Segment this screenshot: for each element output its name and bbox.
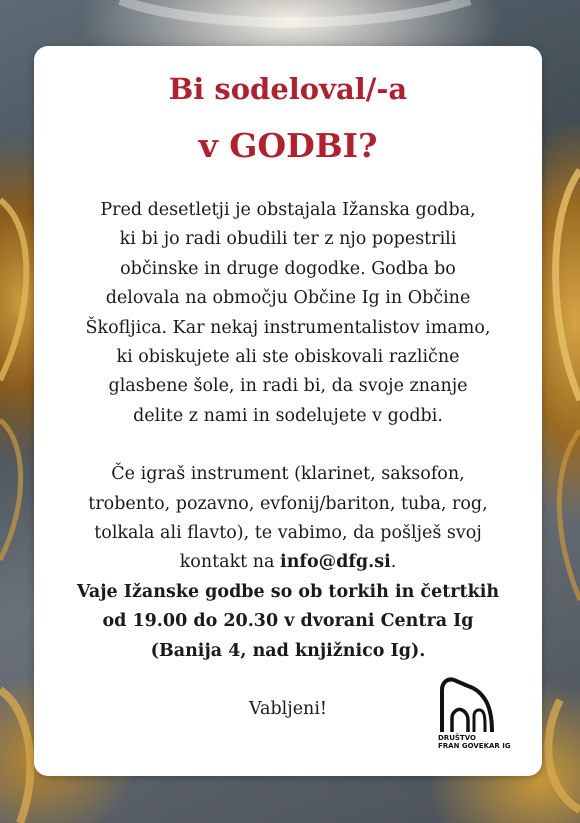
paragraph-line: trobento, pozavno, evfonij/bariton, tuba, rog, — [88, 493, 488, 514]
paragraph-line: Pred desetletji je obstajala Ižanska godba, — [100, 200, 476, 220]
rehearsal-line: od 19.00 do 20.30 v dvorani Centra Ig — [102, 611, 474, 632]
society-logo — [426, 676, 516, 756]
title-line-1: Bi sodeloval/-a — [168, 72, 408, 106]
paragraph-line: ki obiskujete ali ste obiskovali različne — [116, 347, 460, 368]
paragraph-line: Škofljica. Kar nekaj instrumentalistov imamo, — [85, 317, 491, 338]
paragraph-line: tolkala ali flavto), te vabimo, da pošlješ svoj — [94, 523, 482, 544]
paragraph-line: občinske in druge dogodke. Godba bo — [120, 258, 456, 279]
flyer-body — [34, 196, 542, 725]
arch-building-icon — [428, 676, 498, 734]
contact-suffix: . — [390, 552, 397, 573]
paragraph-line: glasbene šole, in radi bi, da svoje znanje — [108, 376, 468, 397]
paragraph-line: Če igraš instrument (klarinet, saksofon, — [111, 464, 465, 485]
rehearsal-line: Vaje Ižanske godbe so ob torkih in četrtkih — [76, 581, 500, 602]
logo-caption — [438, 734, 511, 750]
paragraph-line: ki bi jo radi obudili ter z njo popestrili — [119, 229, 457, 250]
logo-line-1: DRUŠTVO — [438, 734, 476, 742]
title-line-2: v GODBI? — [198, 126, 378, 165]
rehearsal-line: (Banija 4, nad knjižnico Ig). — [150, 640, 426, 661]
paragraph-gap — [34, 431, 542, 460]
contact-line — [34, 548, 542, 577]
closing-text: Vabljeni! — [249, 699, 327, 720]
flyer-card — [34, 46, 542, 776]
logo-line-2: FRAN GOVEKAR IG — [438, 742, 511, 750]
paragraph-line: delovala na območju Občine Ig in Občine — [105, 288, 471, 309]
contact-email-link[interactable]: info@dfg.si — [280, 552, 391, 573]
paragraph-line: delite z nami in sodelujete v godbi. — [133, 405, 443, 426]
contact-prefix: kontakt na — [179, 552, 281, 573]
